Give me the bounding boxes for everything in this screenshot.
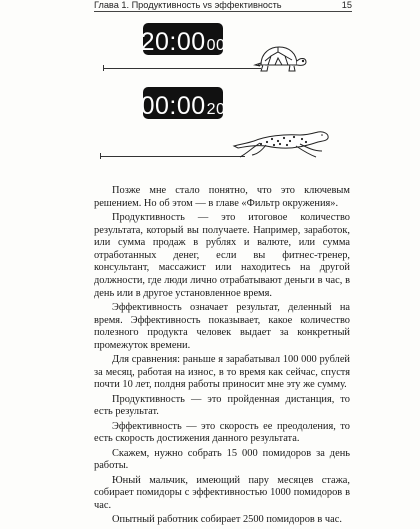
- timer-display-bottom: [140, 87, 226, 120]
- paragraph: Юный мальчик, имеющий пару месяцев стажа, собирает помидоры с эффективностью 1000 помидоров в час.: [94, 474, 350, 511]
- paragraph: Эффективность означает результат, деленный на время. Эффективность показывает, какое количество полезного продукта человек выдает за конкретный промежуток времени.: [94, 301, 350, 351]
- timer-bottom-main: 00:00: [140, 92, 206, 120]
- chapter-title: Глава 1. Продуктивность vs эффективность: [94, 0, 282, 10]
- paragraph: Скажем, нужно собрать 15 000 помидоров за день работы.: [94, 447, 350, 472]
- page-number: 15: [341, 0, 352, 10]
- cheetah-icon: [232, 124, 332, 160]
- turtle-icon: [252, 43, 308, 75]
- header-rule: [94, 11, 352, 12]
- paragraph: Для сравнения: раньше я зарабатывал 100 000 рублей за месяц, работая на износ, в то время как сейчас, спустя почти 10 лет, полдня работы приносит мне эту же сумму.: [94, 354, 350, 391]
- timer-bottom-small: 20: [206, 101, 226, 118]
- timer-top-small: 00: [206, 37, 226, 54]
- track-start-tick-bottom: [100, 153, 101, 159]
- paragraph: Позже мне стало понятно, что это ключевым решением. Но об этом — в главе «Фильтр окружения».: [94, 185, 350, 209]
- body-text: [94, 185, 350, 529]
- track-start-tick-top: [103, 65, 104, 71]
- timer-top-main: 20:00: [140, 28, 206, 56]
- paragraph: Продуктивность — это итоговое количество результата, который вы получаете. Например, заработок, или сумма продаж в рублях и валюте, или сумма отработанных денег, если вы фитнес-тренер, консультант, массажист или находитесь на другой должности, где люди лично отрабатывают деньги в час, в день или в другое установленное время.: [94, 211, 350, 299]
- running-head: [94, 0, 352, 11]
- track-line-top: [103, 68, 261, 69]
- paragraph: Опытный работник собирает 2500 помидоров в час.: [112, 514, 342, 526]
- paragraph: Продуктивность — это пройденная дистанция, то есть результат.: [94, 393, 350, 418]
- timer-display-top: [140, 23, 226, 56]
- paragraph: Эффективность — это скорость ее преодоления, то есть скорость достижения данного результата.: [94, 420, 350, 445]
- track-line-bottom: [100, 156, 245, 157]
